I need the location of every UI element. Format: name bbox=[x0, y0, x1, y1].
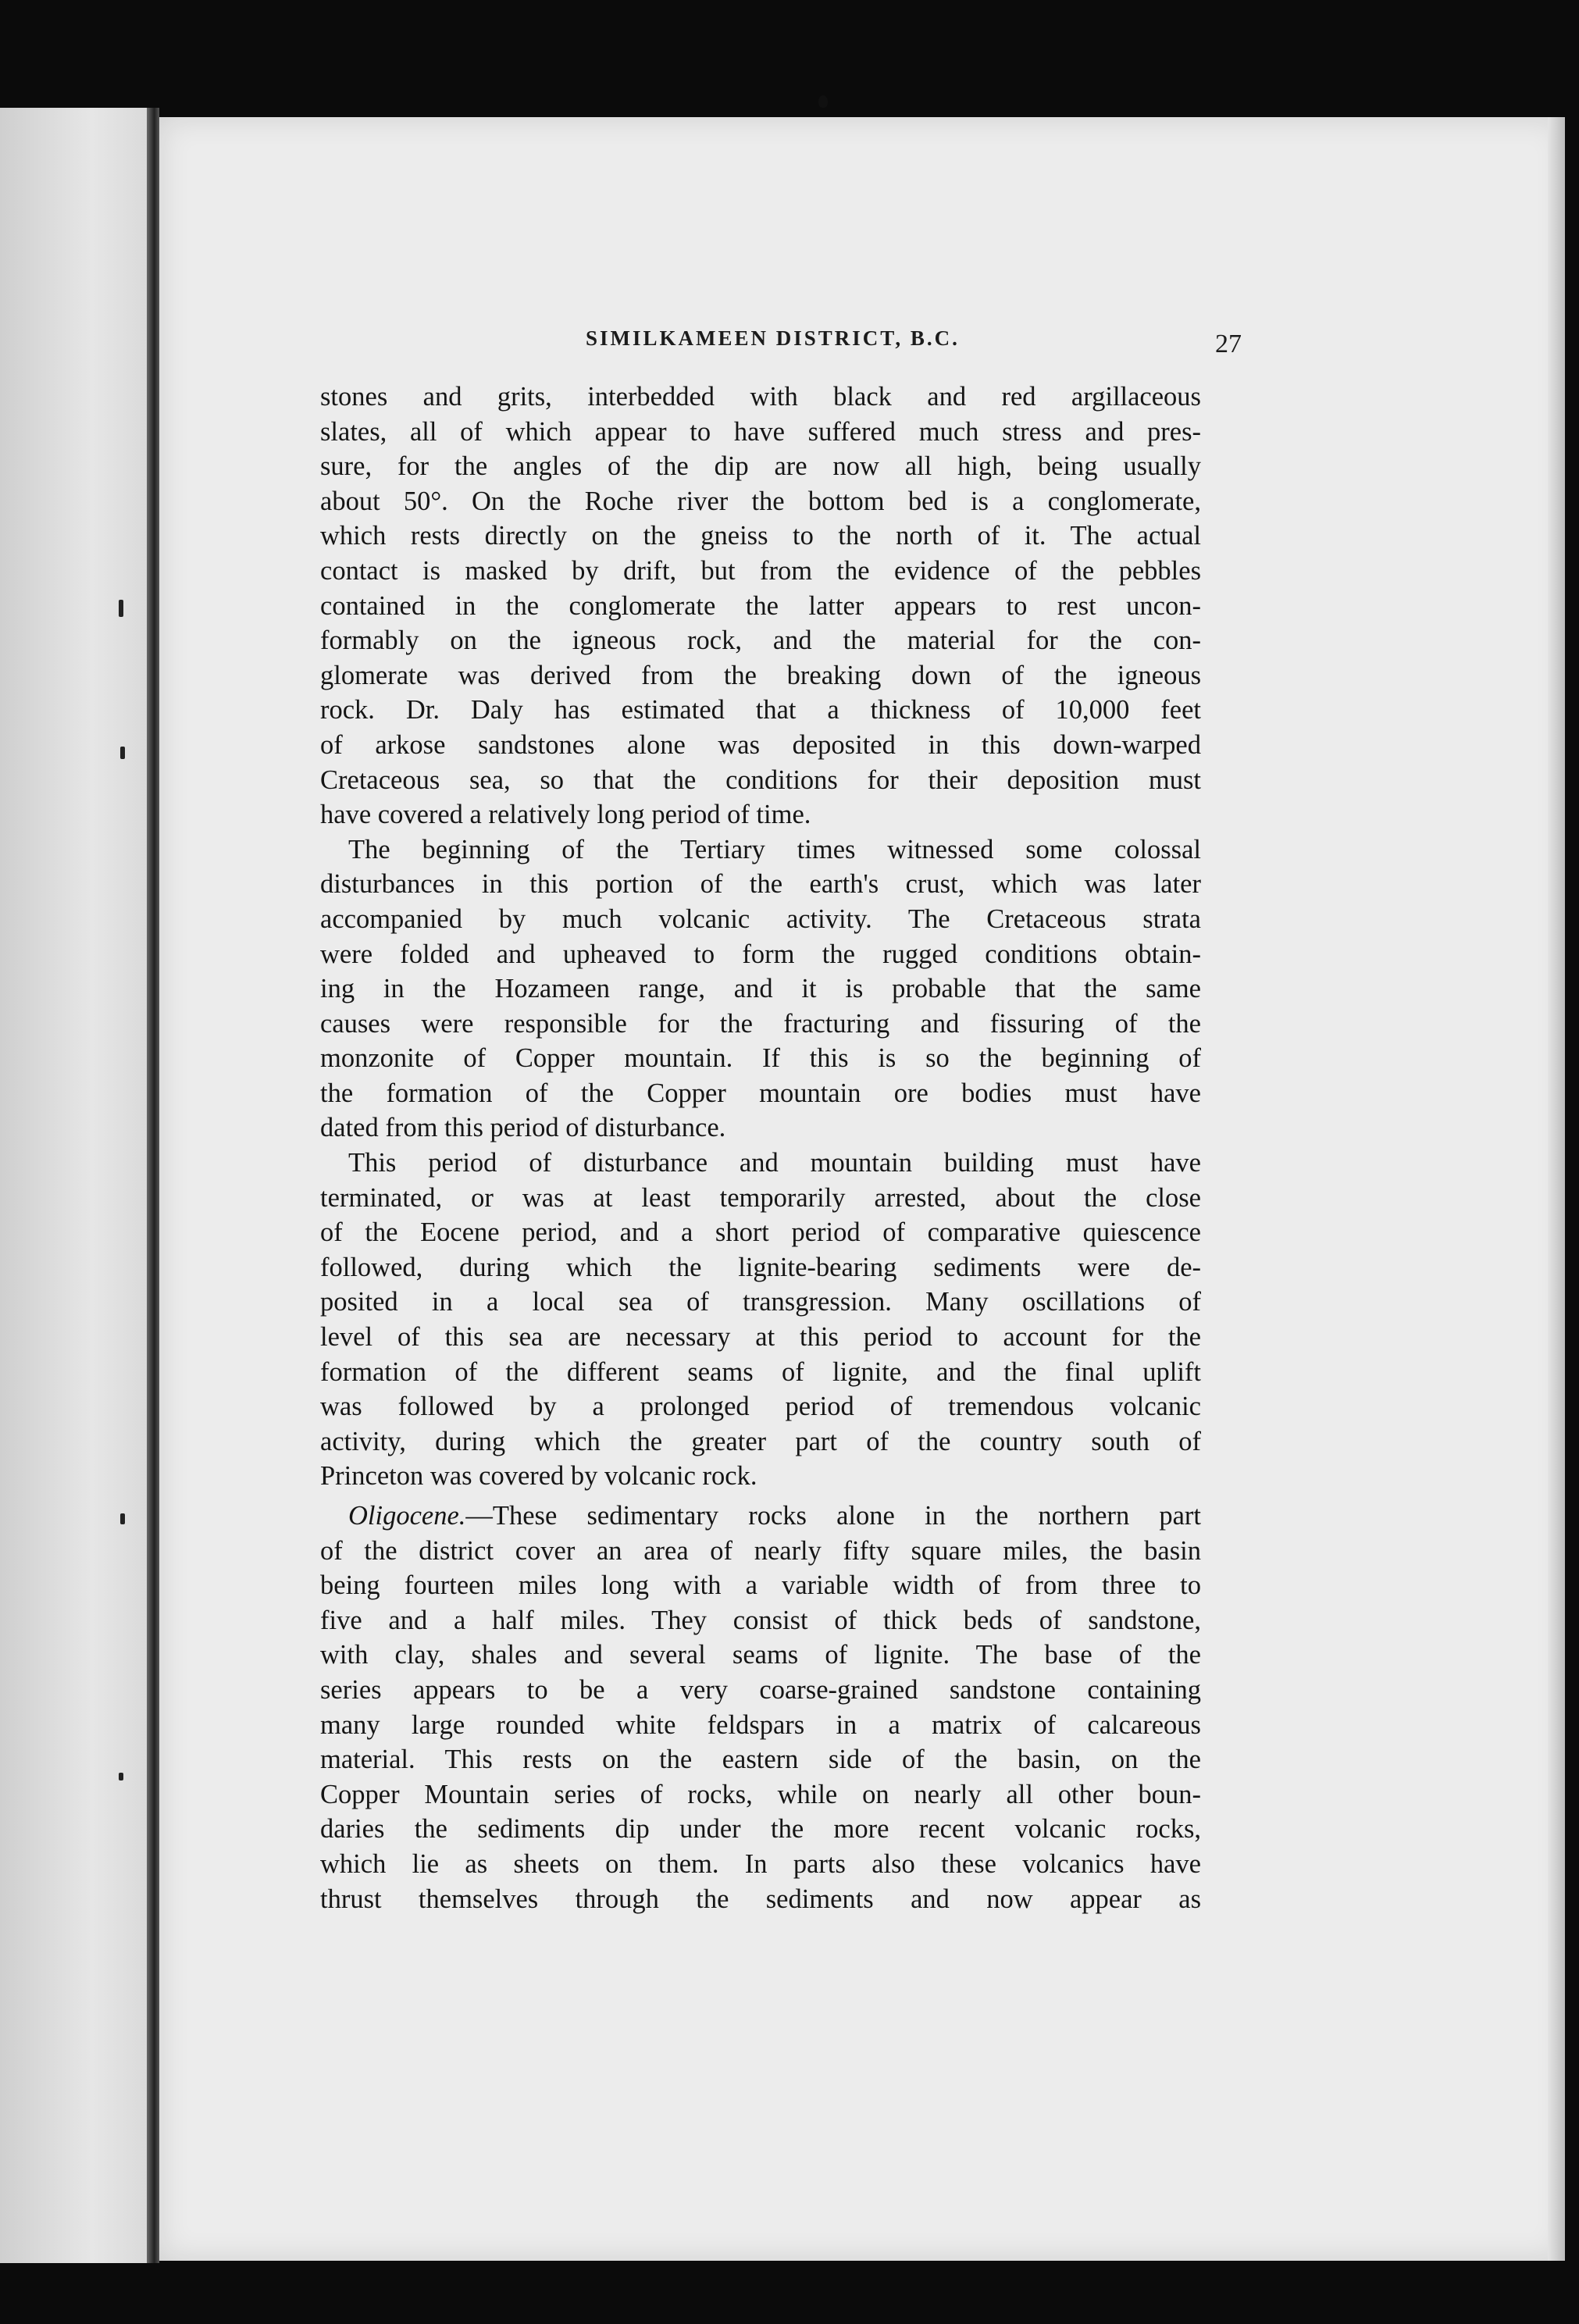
book-gutter bbox=[147, 108, 159, 2263]
text-line: thrust themselves through the sediments and now appear as bbox=[320, 1884, 1201, 1914]
running-head-title: SIMILKAMEEN DISTRICT, B.C. bbox=[586, 326, 960, 350]
text-line: the formation of the Copper mountain ore bodies must have bbox=[320, 1078, 1201, 1108]
text-line: Cretaceous sea, so that the conditions for their deposition must bbox=[320, 765, 1201, 795]
text-line: disturbances in this portion of the earth's crust, which was later bbox=[320, 869, 1201, 900]
text-line: Copper Mountain series of rocks, while on nearly all other boun- bbox=[320, 1779, 1201, 1809]
paragraph-3 bbox=[320, 1146, 1201, 1494]
text-line: ing in the Hozameen range, and it is probable that the same bbox=[320, 974, 1201, 1004]
text-line: followed, during which the lignite-bearing sediments were de- bbox=[320, 1252, 1201, 1282]
text-line: which rests directly on the gneiss to the north of it. The actual bbox=[320, 521, 1201, 551]
text-line: activity, during which the greater part of the country south of bbox=[320, 1426, 1201, 1456]
margin-mark bbox=[120, 1513, 125, 1524]
text-line: were folded and upheaved to form the rugged conditions obtain- bbox=[320, 939, 1201, 969]
text-line: of the district cover an area of nearly fifty square miles, the basin bbox=[320, 1535, 1201, 1566]
paragraph-1 bbox=[320, 380, 1201, 832]
text-line: This period of disturbance and mountain building must have bbox=[348, 1148, 1201, 1178]
text-line: series appears to be a very coarse-grained sandstone containing bbox=[320, 1674, 1201, 1705]
text-line: dated from this period of disturbance. bbox=[320, 1113, 726, 1143]
text-line: five and a half miles. They consist of thick beds of sandstone, bbox=[320, 1605, 1201, 1635]
text-line: level of this sea are necessary at this period to account for the bbox=[320, 1322, 1201, 1353]
text-line: have covered a relatively long period of time. bbox=[320, 800, 811, 830]
text-line: contact is masked by drift, but from the evidence of the pebbles bbox=[320, 555, 1201, 586]
facing-page-edge bbox=[0, 108, 153, 2263]
text-line: was followed by a prolonged period of tremendous volcanic bbox=[320, 1392, 1201, 1422]
margin-mark bbox=[119, 600, 123, 617]
text-line: formation of the different seams of lignite, and the final uplift bbox=[320, 1356, 1201, 1387]
text-line: Princeton was covered by volcanic rock. bbox=[320, 1461, 757, 1492]
text-line: posited in a local sea of transgression. Many oscillations of bbox=[320, 1287, 1201, 1317]
text-line-rest: —These sedimentary rocks alone in the northern part bbox=[465, 1501, 1201, 1531]
text-line: of the Eocene period, and a short period of comparative quiescence bbox=[320, 1217, 1201, 1248]
text-line: with clay, shales and several seams of lignite. The base of the bbox=[320, 1640, 1201, 1670]
text-line: terminated, or was at least temporarily arrested, about the close bbox=[320, 1182, 1201, 1213]
paragraph-4 bbox=[320, 1499, 1201, 1916]
text-line: many large rounded white feldspars in a matrix of calcareous bbox=[320, 1709, 1201, 1740]
text-line: which lie as sheets on them. In parts also these volcanics have bbox=[320, 1848, 1201, 1879]
section-heading-oligocene: Oligocene. bbox=[348, 1501, 466, 1531]
margin-mark bbox=[120, 747, 125, 759]
body-text bbox=[320, 380, 1201, 1916]
text-line: slates, all of which appear to have suffered much stress and pres- bbox=[320, 416, 1201, 447]
page-number: 27 bbox=[1215, 330, 1242, 358]
text-line: material. This rests on the eastern side of the basin, on the bbox=[320, 1745, 1201, 1775]
running-head bbox=[586, 326, 1289, 358]
text-line: The beginning of the Tertiary times witnessed some colossal bbox=[348, 834, 1201, 864]
text-line: causes were responsible for the fracturing and fissuring of the bbox=[320, 1008, 1201, 1039]
text-line: sure, for the angles of the dip are now all high, being usually bbox=[320, 451, 1201, 482]
text-line: about 50°. On the Roche river the bottom bed is a conglomerate, bbox=[320, 486, 1201, 516]
text-line: monzonite of Copper mountain. If this is so the beginning of bbox=[320, 1043, 1201, 1074]
text-line: contained in the conglomerate the latter appears to rest uncon- bbox=[320, 590, 1201, 621]
text-line: being fourteen miles long with a variable width of from three to bbox=[320, 1570, 1201, 1601]
text-line: glomerate was derived from the breaking down of the igneous bbox=[320, 660, 1201, 690]
margin-mark bbox=[119, 1773, 123, 1780]
text-line: rock. Dr. Daly has estimated that a thickness of 10,000 feet bbox=[320, 695, 1201, 725]
text-line bbox=[320, 1499, 1201, 1534]
ink-speck bbox=[818, 95, 828, 108]
text-line: accompanied by much volcanic activity. The Cretaceous strata bbox=[320, 904, 1201, 934]
text-line: formably on the igneous rock, and the material for the con- bbox=[320, 626, 1201, 656]
text-line: stones and grits, interbedded with black and red argillaceous bbox=[320, 382, 1201, 412]
text-line: daries the sediments dip under the more recent volcanic rocks, bbox=[320, 1814, 1201, 1845]
paragraph-2 bbox=[320, 832, 1201, 1146]
text-line: of arkose sandstones alone was deposited in this down-warped bbox=[320, 729, 1201, 760]
